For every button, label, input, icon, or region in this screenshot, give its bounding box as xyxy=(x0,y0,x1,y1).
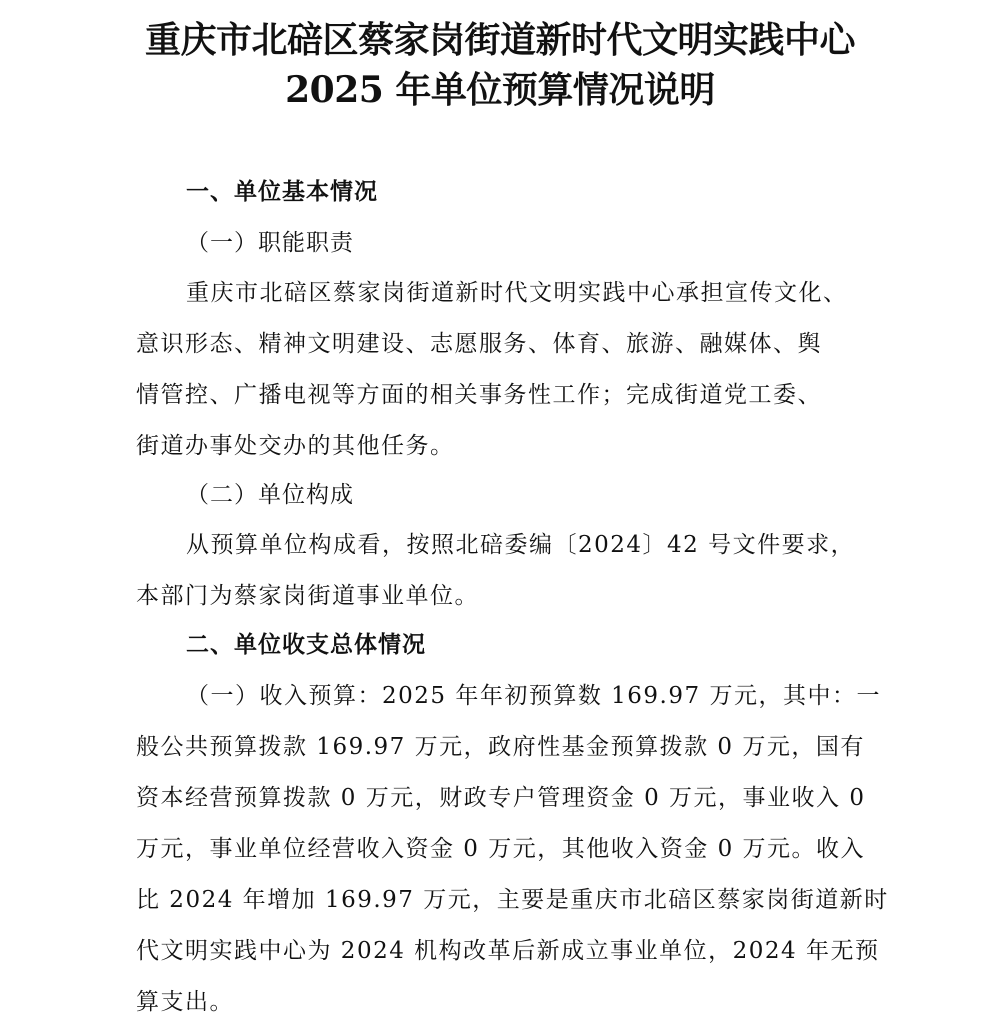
section-2-heading: 二、单位收支总体情况 xyxy=(186,631,426,658)
paragraph-line: 万元，事业单位经营收入资金 0 万元，其他收入资金 0 万元。收入 xyxy=(136,836,866,862)
paragraph-line: 街道办事处交办的其他任务。 xyxy=(136,433,455,459)
paragraph-line: 资本经营预算拨款 0 万元，财政专户管理资金 0 万元，事业收入 0 xyxy=(136,785,866,811)
paragraph-line: 意识形态、精神文明建设、志愿服务、体育、旅游、融媒体、舆 xyxy=(136,331,822,357)
paragraph-line: 般公共预算拨款 169.97 万元，政府性基金预算拨款 0 万元，国有 xyxy=(136,734,865,760)
paragraph-line: （一）收入预算：2025 年年初预算数 169.97 万元，其中：一 xyxy=(186,683,881,709)
section-1-sub-2-heading: （二）单位构成 xyxy=(186,482,354,508)
paragraph-line: 代文明实践中心为 2024 机构改革后新成立事业单位，2024 年无预 xyxy=(136,938,880,964)
section-1-heading: 一、单位基本情况 xyxy=(186,178,378,205)
paragraph-line: 从预算单位构成看，按照北碚委编〔2024〕42 号文件要求， xyxy=(186,532,856,558)
paragraph-line: 本部门为蔡家岗街道事业单位。 xyxy=(136,583,479,609)
paragraph-line: 重庆市北碚区蔡家岗街道新时代文明实践中心承担宣传文化、 xyxy=(186,280,848,306)
section-1-sub-1-heading: （一）职能职责 xyxy=(186,230,354,256)
paragraph-line: 比 2024 年增加 169.97 万元，主要是重庆市北碚区蔡家岗街道新时 xyxy=(136,887,889,913)
paragraph-line: 算支出。 xyxy=(136,989,234,1015)
document-title-line-1: 重庆市北碚区蔡家岗街道新时代文明实践中心 xyxy=(144,19,855,61)
paragraph-line: 情管控、广播电视等方面的相关事务性工作；完成街道党工委、 xyxy=(136,382,822,408)
document-title-line-2: 2025 年单位预算情况说明 xyxy=(285,69,715,111)
